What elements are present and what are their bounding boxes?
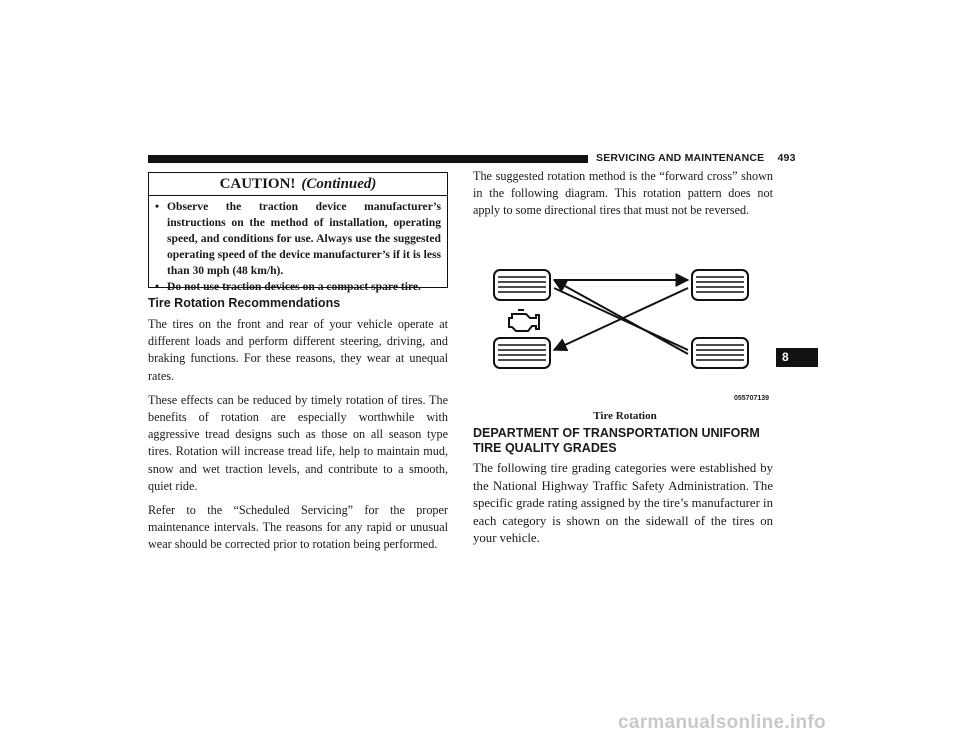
tire-front-right (692, 270, 748, 300)
caution-item (155, 199, 441, 279)
paragraph: These effects can be reduced by timely rotation of tires. The benefits of rotation are especially worthwhile with aggressive tread designs such as those on all season type tires. Rotation will increase tread life, help to maintain mud, snow and wet traction levels, and contribute to a smooth, quiet ride. (148, 392, 448, 493)
engine-icon (509, 310, 539, 331)
caution-continued: (Continued) (301, 176, 377, 192)
arrow-rear-right-to-front-left (554, 280, 688, 354)
page-number: 493 (777, 152, 796, 164)
tire-rotation-diagram (488, 258, 778, 406)
paragraph: Refer to the “Scheduled Servicing” for the proper maintenance intervals. The reasons for any rapid or unusual wear should be corrected prior to rotation being performed. (148, 503, 448, 552)
bullet-icon: • (155, 280, 160, 293)
tire-rear-right (692, 338, 748, 368)
paragraph: The suggested rotation method is the “forward cross” shown in the following diagram. This rotation pattern does not apply to some directional tires that must not be reversed. (473, 169, 773, 218)
paragraph: The following tire grading categories were established by the National Highway Traffic Safety Administration. The specific grade rating assigned by the tire’s manufacturer in each category is shown on the sidewall of the tires on your vehicle. (473, 461, 773, 545)
right-body (473, 460, 773, 555)
header-rule (148, 155, 588, 163)
caution-list (149, 196, 447, 295)
bullet-icon: • (155, 200, 160, 213)
section-heading: Tire Rotation Recommendations (148, 296, 341, 310)
right-intro (473, 168, 773, 227)
caution-box (148, 172, 448, 293)
caution-title (149, 173, 447, 196)
caution-label: CAUTION! (219, 176, 296, 192)
chapter-tab: 8 (776, 348, 818, 367)
tire-front-left (494, 270, 550, 300)
figure-id: 055707139 (734, 395, 770, 402)
paragraph: The tires on the front and rear of your vehicle operate at different loads and perform different steering, driving, and braking functions. For these reasons, they wear at unequal rates. (148, 317, 448, 383)
caution-item-text: Observe the traction device manufacturer’s instructions on the method of installation, operating speed, and conditions for use. Always use the suggested operating speed of the device manufacturer’s if it is less than 30 mph (48 km/h). (167, 200, 441, 277)
watermark: carmanualsonline.info (618, 712, 826, 733)
left-body (148, 316, 448, 561)
caution-item (155, 279, 441, 295)
figure-caption: Tire Rotation (593, 410, 657, 422)
section-heading: DEPARTMENT OF TRANSPORTATION UNIFORM TIRE QUALITY GRADES (473, 426, 760, 455)
running-header (596, 152, 796, 164)
section-title: SERVICING AND MAINTENANCE (596, 152, 765, 164)
tire-rear-left (494, 338, 550, 368)
caution-item-text: Do not use traction devices on a compact spare tire. (167, 280, 421, 293)
